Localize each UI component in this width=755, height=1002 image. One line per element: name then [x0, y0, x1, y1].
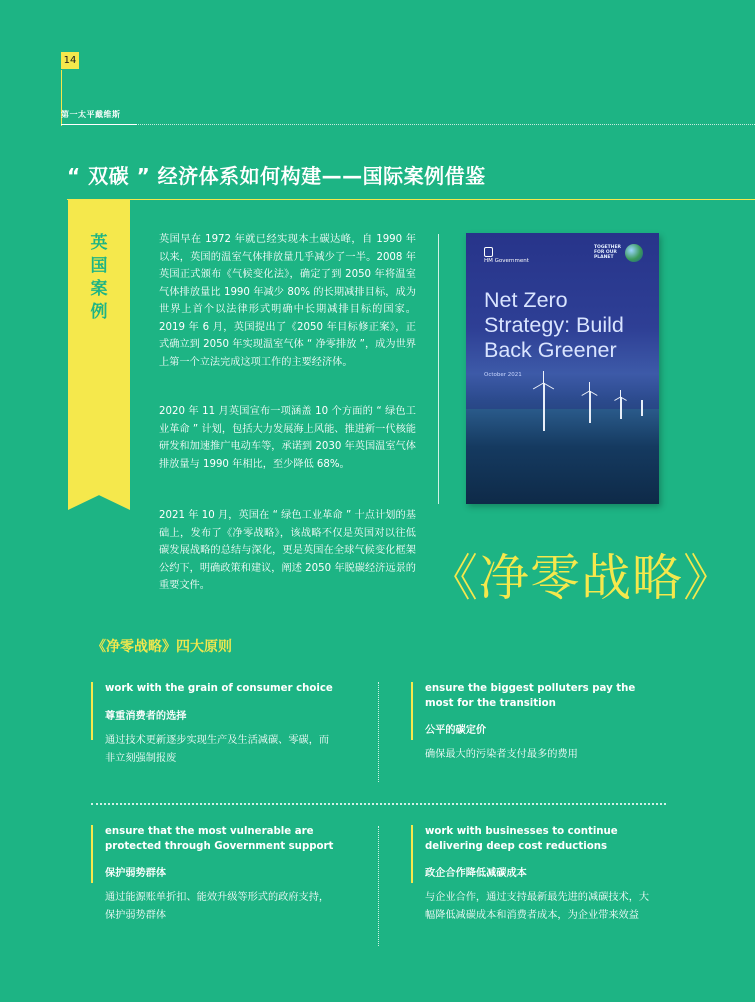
card-divider-vertical — [378, 826, 379, 946]
wind-turbine-icon — [536, 373, 545, 431]
ribbon-char: 英 — [90, 233, 108, 253]
principle-cn-title: 保护弱势群体 — [105, 868, 167, 879]
cover-badge-line: TOGETHER — [593, 245, 621, 250]
cover-title — [484, 288, 624, 363]
globe-icon — [625, 244, 643, 262]
principle-cn-title: 政企合作降低减碳成本 — [425, 868, 527, 879]
page-title: “ 双碳 ” 经济体系如何构建——国际案例借鉴 — [67, 164, 486, 188]
body-paragraph: 2021 年 10 月，英国在 “ 绿色工业革命 ” 十点计划的基础上，发布了《净零战略》，该战略不仅是英国对以往低碳发展战略的总结与深化，更是英国在全球气候变化框架公约下，明确政策和建议，阐述 2050 年脱碳经济远景的重要文件。 — [159, 510, 416, 591]
cover-publisher-text: HM Government — [484, 258, 529, 264]
card-accent-bar — [91, 825, 93, 883]
card-accent-bar — [91, 682, 93, 740]
cover-publisher — [484, 247, 529, 265]
principle-card — [105, 682, 335, 768]
report-cover-image — [466, 233, 659, 504]
case-ribbon-label — [68, 232, 130, 324]
principle-en: work with businesses to continue delivering deep cost reductions — [425, 826, 618, 852]
principle-card — [105, 825, 335, 925]
principles-heading: 《净零战略》四大原则 — [92, 639, 232, 655]
principle-en: ensure that the most vulnerable are protected through Government support — [105, 826, 334, 852]
cover-title-line: Back Greener — [484, 338, 617, 362]
section-divider-accent — [61, 124, 137, 125]
ribbon-char: 国 — [90, 256, 108, 276]
crest-icon — [484, 247, 493, 257]
card-divider-vertical — [378, 682, 379, 782]
cover-badge-line: PLANET — [593, 255, 614, 260]
principle-card — [425, 825, 650, 925]
principle-desc: 与企业合作，通过支持最新最先进的减碳技术，大幅降低减碳成本和消费者成本，为企业带来效益 — [425, 892, 650, 921]
cover-date: October 2021 — [484, 372, 522, 378]
cover-title-line: Net Zero — [484, 288, 568, 312]
page-number: 14 — [61, 52, 79, 69]
card-divider-horizontal — [91, 803, 666, 805]
section-label: 第一太平戴维斯 — [61, 110, 121, 119]
wind-turbine-icon — [616, 391, 622, 419]
ribbon-char: 例 — [90, 302, 108, 322]
principle-desc: 通过技术更新逐步实现生产及生活减碳、零碳，而非立刻强制报废 — [105, 734, 330, 764]
principle-desc: 确保最大的污染者支付最多的费用 — [425, 749, 578, 760]
principle-desc: 通过能源账单折扣、能效升级等形式的政府支持，保护弱势群体 — [105, 892, 330, 921]
card-accent-bar — [411, 825, 413, 883]
wind-turbine-icon — [584, 383, 591, 423]
principle-cn-title: 公平的碳定价 — [425, 725, 487, 736]
principle-card — [425, 682, 650, 764]
cover-title-line: Strategy: Build — [484, 313, 624, 337]
principle-en: ensure the biggest polluters pay the most for the transition — [425, 683, 636, 709]
wind-turbine-icon — [638, 395, 643, 416]
cover-badge-line: FOR OUR — [593, 250, 617, 255]
sea-illustration — [466, 409, 659, 504]
principle-cn-title: 尊重消费者的选择 — [105, 710, 187, 722]
principle-en: work with the grain of consumer choice — [105, 683, 333, 694]
body-paragraph: 英国早在 1972 年就已经实现本土碳达峰，自 1990 年以来，英国的温室气体排放量几乎减少了一半。2008 年英国正式颁布《气候变化法》，确定了到 2050 年将温室气体排放量比 1990 年减少 80% 的长期减排目标，成为世界上首个以法律形式明确中长期减排目标的国家。2019 年 6 月，英国提出了《2050 年目标修正案》，正式确立到 2050 年实现温室气体 “ 净零排放 ”，成为世界上第一个立法完成这项工作的主要经济体。 — [159, 234, 416, 368]
column-divider — [438, 234, 439, 504]
section-divider — [61, 124, 755, 125]
title-underline — [67, 199, 755, 200]
card-accent-bar — [411, 682, 413, 740]
body-paragraph: 2020 年 11 月英国宣布一项涵盖 10 个方面的 “ 绿色工业革命 ” 计划，包括大力发展海上风能、推进新一代核能研发和加速推广电动车等，承诺到 2030 年英国温室气体排放量与 1990 年相比，至少降低 68%。 — [159, 406, 416, 470]
ribbon-char: 案 — [90, 279, 108, 299]
cover-badge — [594, 245, 621, 260]
strategy-big-title: 《净零战略》 — [428, 549, 734, 607]
